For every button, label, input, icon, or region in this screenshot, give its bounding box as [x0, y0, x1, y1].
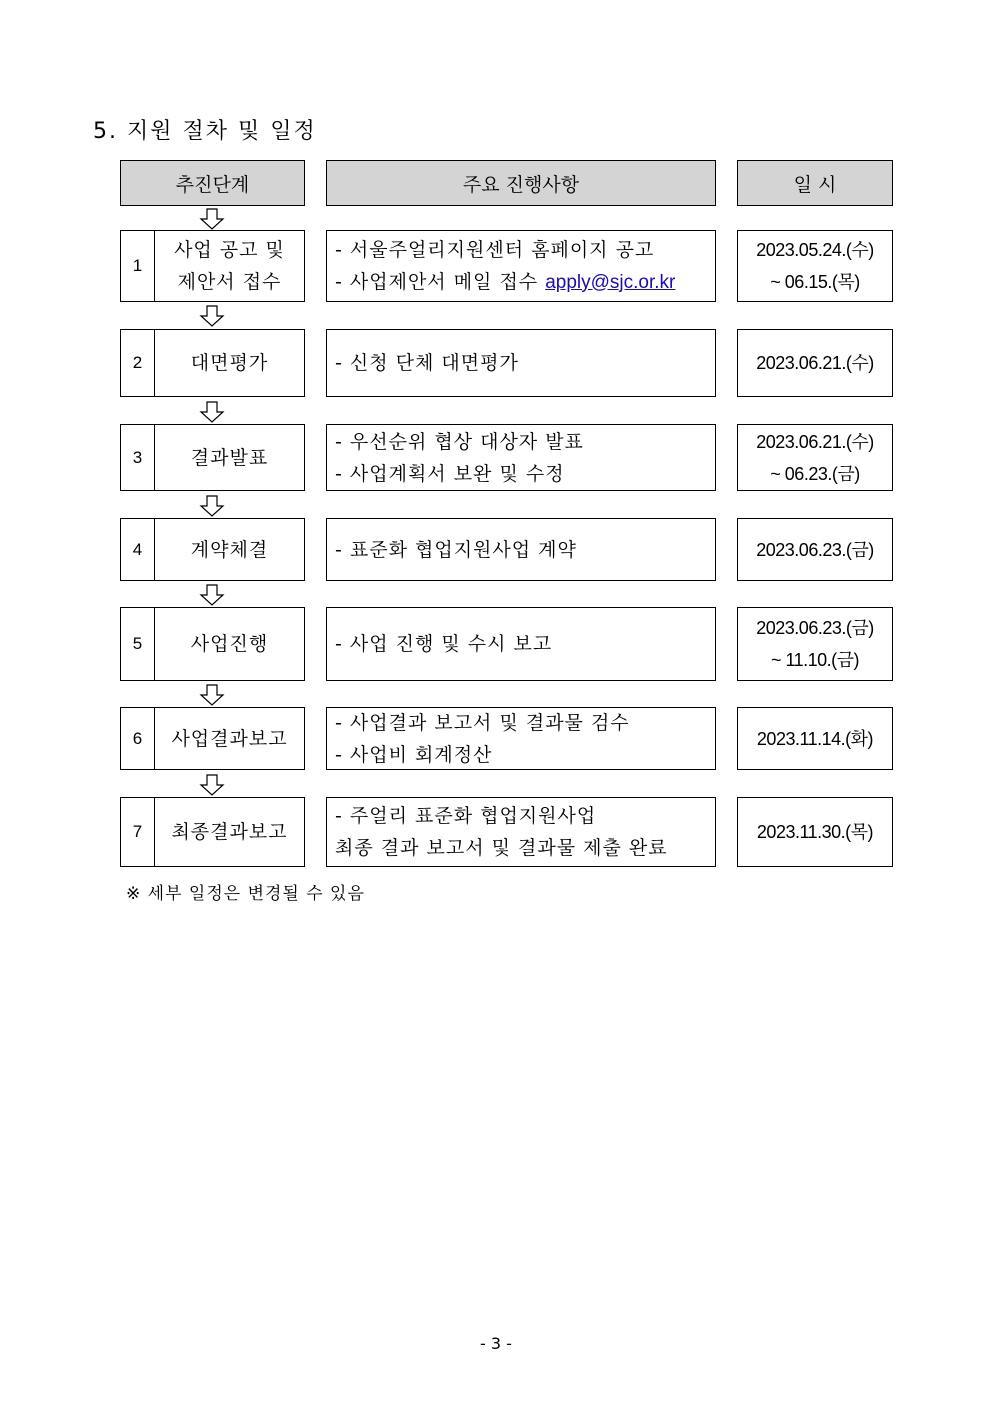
step-1-tasks	[326, 230, 716, 302]
date-line: ~ 11.10.(금)	[770, 650, 860, 670]
step-4-stage	[120, 518, 305, 581]
task-line	[335, 426, 715, 458]
step-label	[155, 425, 304, 490]
step-4-date	[737, 518, 893, 581]
step-5-tasks	[326, 607, 716, 681]
step-4-tasks	[326, 518, 716, 581]
step-number: 4	[121, 519, 155, 580]
date-line: 2023.06.23.(금)	[756, 539, 874, 560]
task-line	[335, 707, 715, 739]
down-arrow-icon	[199, 495, 225, 517]
date-line: 2023.11.14.(화)	[756, 728, 874, 749]
step-6-date	[737, 707, 893, 770]
email-link[interactable]: apply@sjc.or.kr	[545, 271, 676, 293]
down-arrow-icon	[199, 208, 225, 230]
step-label-line: 사업진행	[190, 633, 269, 655]
step-label-line: 대면평가	[190, 352, 269, 374]
step-number: 7	[121, 798, 155, 866]
task-line	[335, 628, 715, 660]
down-arrow-icon	[199, 584, 225, 606]
step-number: 5	[121, 608, 155, 680]
step-label-line: 사업 공고 및	[174, 239, 285, 261]
step-label-line: 계약체결	[190, 538, 269, 561]
down-arrow-icon	[199, 684, 225, 706]
step-5-date	[737, 607, 893, 681]
task-line	[335, 832, 715, 864]
step-label	[155, 330, 304, 396]
task-line	[335, 458, 715, 490]
task-text: - 서울주얼리지원센터 홈페이지 공고	[335, 238, 655, 261]
step-label-line: 사업결과보고	[171, 727, 288, 750]
step-3-date	[737, 424, 893, 491]
step-1-stage	[120, 230, 305, 302]
down-arrow-icon	[199, 305, 225, 327]
step-1-date	[737, 230, 893, 302]
step-number: 2	[121, 330, 155, 396]
task-text: - 사업 진행 및 수시 보고	[335, 633, 553, 655]
header-date: 일 시	[737, 160, 893, 206]
step-label	[155, 519, 304, 580]
step-label	[155, 231, 304, 301]
step-number: 3	[121, 425, 155, 490]
date-line: ~ 06.15.(목)	[770, 272, 860, 292]
step-label-line: 제안서 접수	[177, 271, 282, 293]
schedule-note: ※ 세부 일정은 변경될 수 있음	[126, 884, 365, 904]
task-text: - 우선순위 협상 대상자 발표	[335, 430, 584, 453]
task-line	[335, 739, 715, 771]
step-3-tasks	[326, 424, 716, 491]
step-2-stage	[120, 329, 305, 397]
step-number: 1	[121, 231, 155, 301]
page-number: - 3 -	[480, 1334, 512, 1353]
step-2-tasks	[326, 329, 716, 397]
date-line: ~ 06.23.(금)	[770, 463, 860, 484]
header-stage: 추진단계	[120, 160, 305, 206]
section-title: 5. 지원 절차 및 일정	[93, 119, 317, 144]
task-line	[335, 266, 715, 299]
step-6-tasks	[326, 707, 716, 770]
step-7-date	[737, 797, 893, 867]
step-7-tasks	[326, 797, 716, 867]
task-text: - 사업계획서 보완 및 수정	[335, 462, 565, 485]
task-text: - 사업결과 보고서 및 결과물 검수	[335, 711, 630, 734]
step-2-date	[737, 329, 893, 397]
task-text: - 주얼리 표준화 협업지원사업	[335, 805, 597, 827]
task-text: 최종 결과 보고서 및 결과물 제출 완료	[335, 837, 668, 859]
task-line	[335, 347, 715, 379]
date-line: 2023.11.30.(목)	[756, 822, 874, 842]
step-3-stage	[120, 424, 305, 491]
date-line: 2023.06.23.(금)	[756, 618, 874, 638]
date-line: 2023.06.21.(수)	[756, 431, 874, 452]
task-line	[335, 800, 715, 832]
step-6-stage	[120, 707, 305, 770]
step-label	[155, 798, 304, 866]
down-arrow-icon	[199, 774, 225, 796]
step-number: 6	[121, 708, 155, 769]
step-label	[155, 708, 304, 769]
step-5-stage	[120, 607, 305, 681]
task-text: - 신청 단체 대면평가	[335, 352, 519, 374]
task-line	[335, 534, 715, 566]
date-line: 2023.06.21.(수)	[756, 353, 874, 373]
step-label-line: 최종결과보고	[171, 821, 288, 843]
header-task: 주요 진행사항	[326, 160, 716, 206]
date-line: 2023.05.24.(수)	[756, 240, 874, 260]
task-text: - 표준화 협업지원사업 계약	[335, 538, 577, 561]
step-label-line: 결과발표	[190, 446, 269, 469]
task-text: - 사업비 회계정산	[335, 743, 493, 766]
task-text: - 사업제안서 메일 접수	[335, 270, 546, 293]
task-line	[335, 234, 715, 266]
down-arrow-icon	[199, 401, 225, 423]
step-7-stage	[120, 797, 305, 867]
step-label	[155, 608, 304, 680]
